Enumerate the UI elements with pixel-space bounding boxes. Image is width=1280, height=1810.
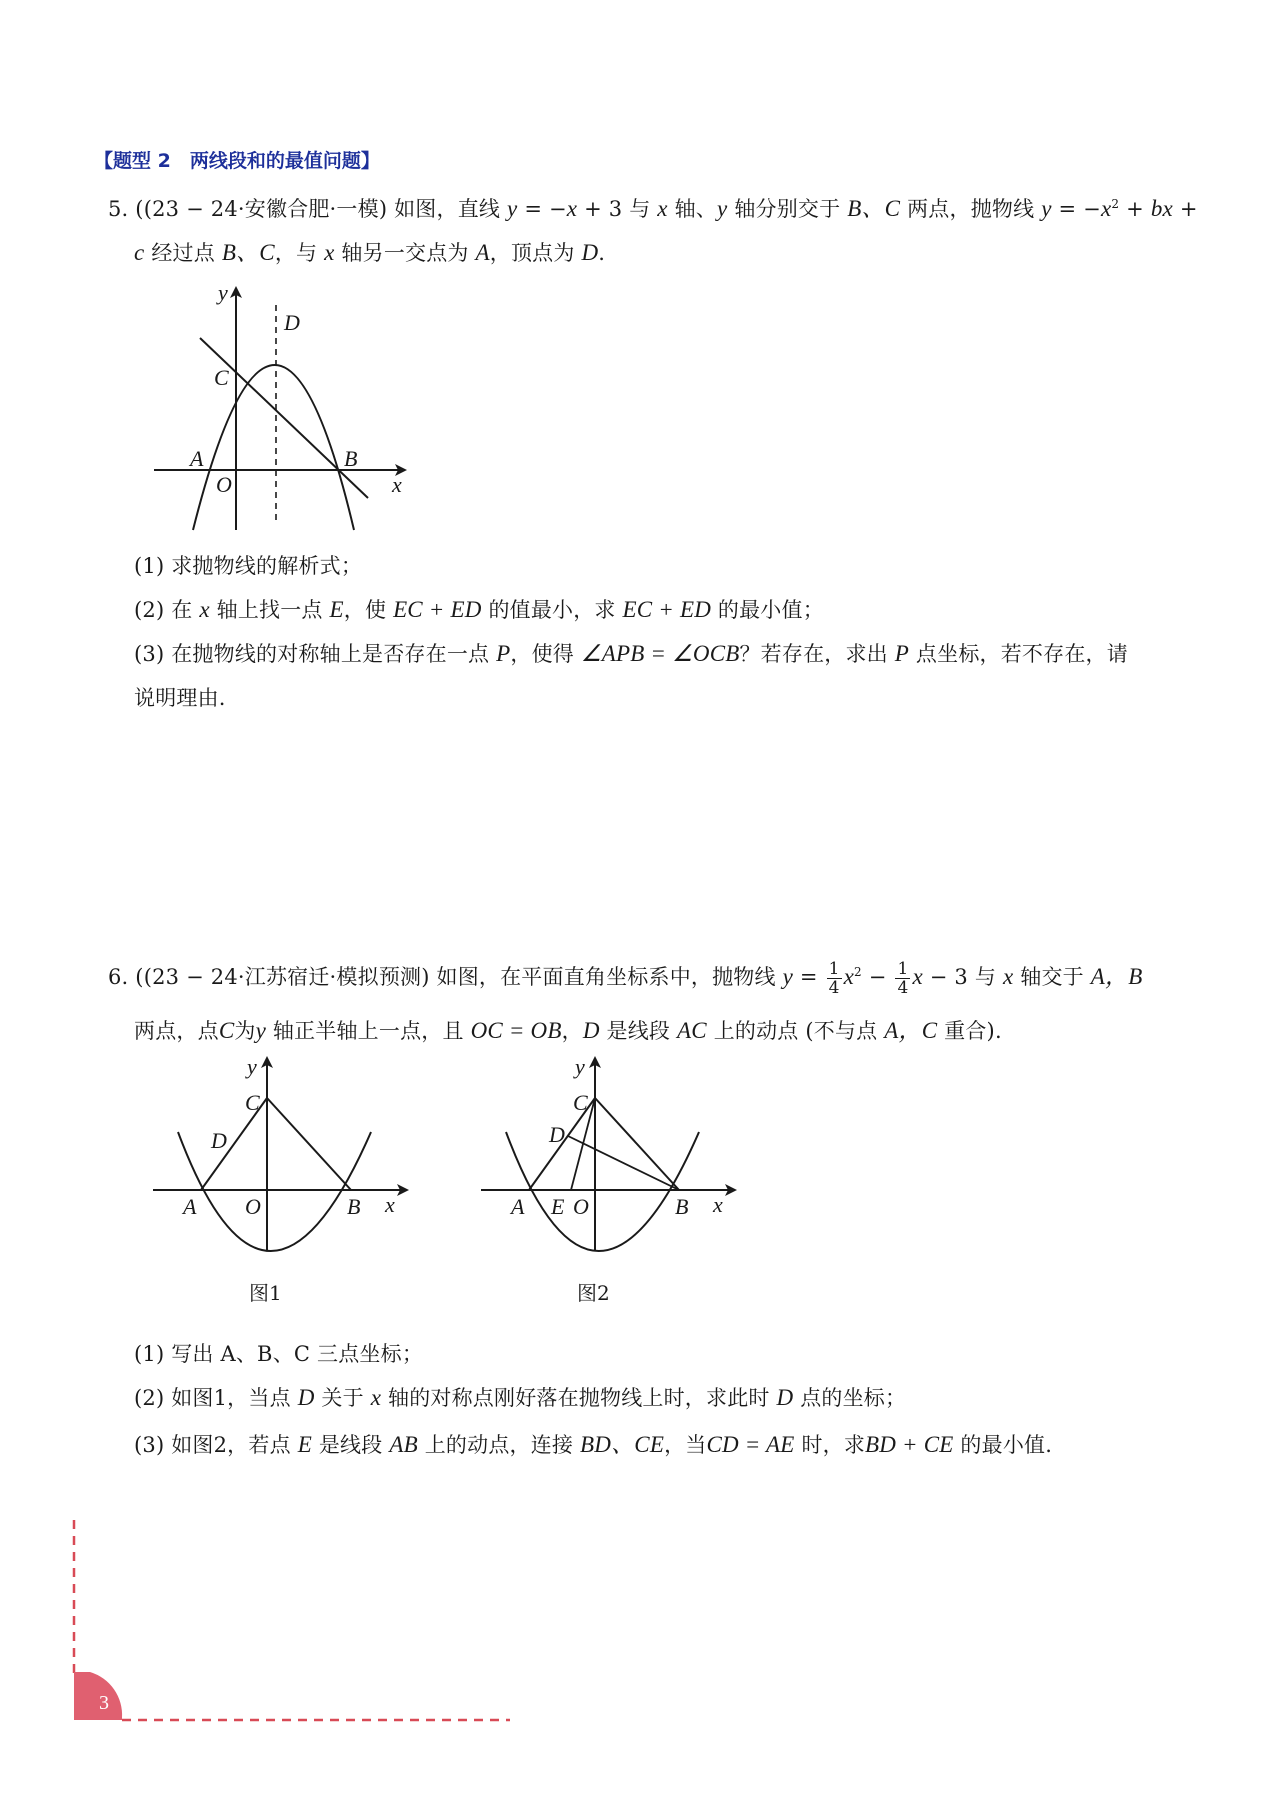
q6-frac-2: $\frac{1}{4}$ [897,959,909,998]
q5-label-a: A [190,446,204,471]
fig2-label-o: O [573,1194,589,1219]
q6-figure-2 [473,1052,743,1332]
fig2-label-a: A [511,1194,525,1219]
q5-label-c: C [214,365,229,390]
q6-part-2: (2) 如图1，当点 D 关于 x 轴的对称点刚好落在抛物线上时，求此时 D 点的坐标； [134,1385,907,1410]
fig1-label-d: D [211,1128,227,1153]
q5-label-x: x [392,472,402,497]
fig1-label-b: B [347,1194,361,1219]
q6-line-2: 两点，点C为y 轴正半轴上一点，且 OC = OB，D 是线段 AC 上的动点 (不与点 A，C 重合). [134,1018,1002,1043]
fig1-line-cb [267,1098,351,1190]
fig2-label-c: C [573,1090,588,1115]
q6-part-1: (1) 写出 A、B、C 三点坐标； [134,1342,424,1366]
fig1-label-c: C [245,1090,260,1115]
section-title: 【题型 2 两线段和的最值问题】 [94,150,380,172]
q5-figure [140,280,420,540]
q5-label-y: y [218,280,228,305]
q6-line-1: 6. ((23 − 24·江苏宿迁·模拟预测) 如图，在平面直角坐标系中，抛物线 y = $\frac{1}{4}$ $x^2$ − $\frac{1}{4}$ x − 3 与 x 轴交于 A，B [108,959,1143,998]
q5-part-3-line-2: 说明理由. [134,686,226,710]
fig2-label-b: B [675,1194,689,1219]
q5-label-o: O [216,472,232,497]
fig1-label-a: A [183,1194,197,1219]
fig2-label-d: D [549,1122,565,1147]
q6-frac-1: $\frac{1}{4}$ [828,959,840,998]
q6-part-3: (3) 如图2，若点 E 是线段 AB 上的动点，连接 BD、CE，当CD = AE 时，求BD + CE 的最小值. [134,1432,1053,1457]
q6-figure-1 [145,1052,415,1332]
q5-part-2: (2) 在 x 轴上找一点 E，使 EC + ED 的值最小，求 EC + ED 的最小值； [134,597,824,622]
q5-line-2: c 经过点 B、C，与 x 轴另一交点为 A，顶点为 D. [134,240,606,265]
fig1-label-y: y [247,1054,257,1079]
q5-label-d: D [284,310,300,335]
fig1-label-o: O [245,1194,261,1219]
fig1-parabola [178,1132,371,1251]
fig2-parabola [506,1132,699,1251]
q5-part-1: (1) 求抛物线的解析式； [134,554,363,578]
q5-part-3: (3) 在抛物线的对称轴上是否存在一点 P，使得 ∠APB = ∠OCB？若存在，求出 P 点坐标，若不存在，请 [134,641,1128,666]
q5-label-b: B [344,446,358,471]
q5-line-1: 5. ((23 − 24·安徽合肥·一模) 如图，直线 y = −x + 3 与 x 轴、y 轴分别交于 B、C 两点，抛物线 $y = -x^2$ + bx + [108,196,1198,221]
fig2-label-y: y [575,1054,585,1079]
fig1-caption: 图1 [249,1281,282,1305]
page-corner-decoration [60,1520,520,1730]
fig2-label-x: x [713,1192,723,1217]
fig1-label-x: x [385,1192,395,1217]
fig2-label-e: E [551,1194,565,1219]
fig2-line-cb [595,1098,679,1190]
fig2-caption: 图2 [577,1281,610,1305]
page-number: 3 [99,1692,109,1714]
fig2-line-db [568,1136,679,1190]
